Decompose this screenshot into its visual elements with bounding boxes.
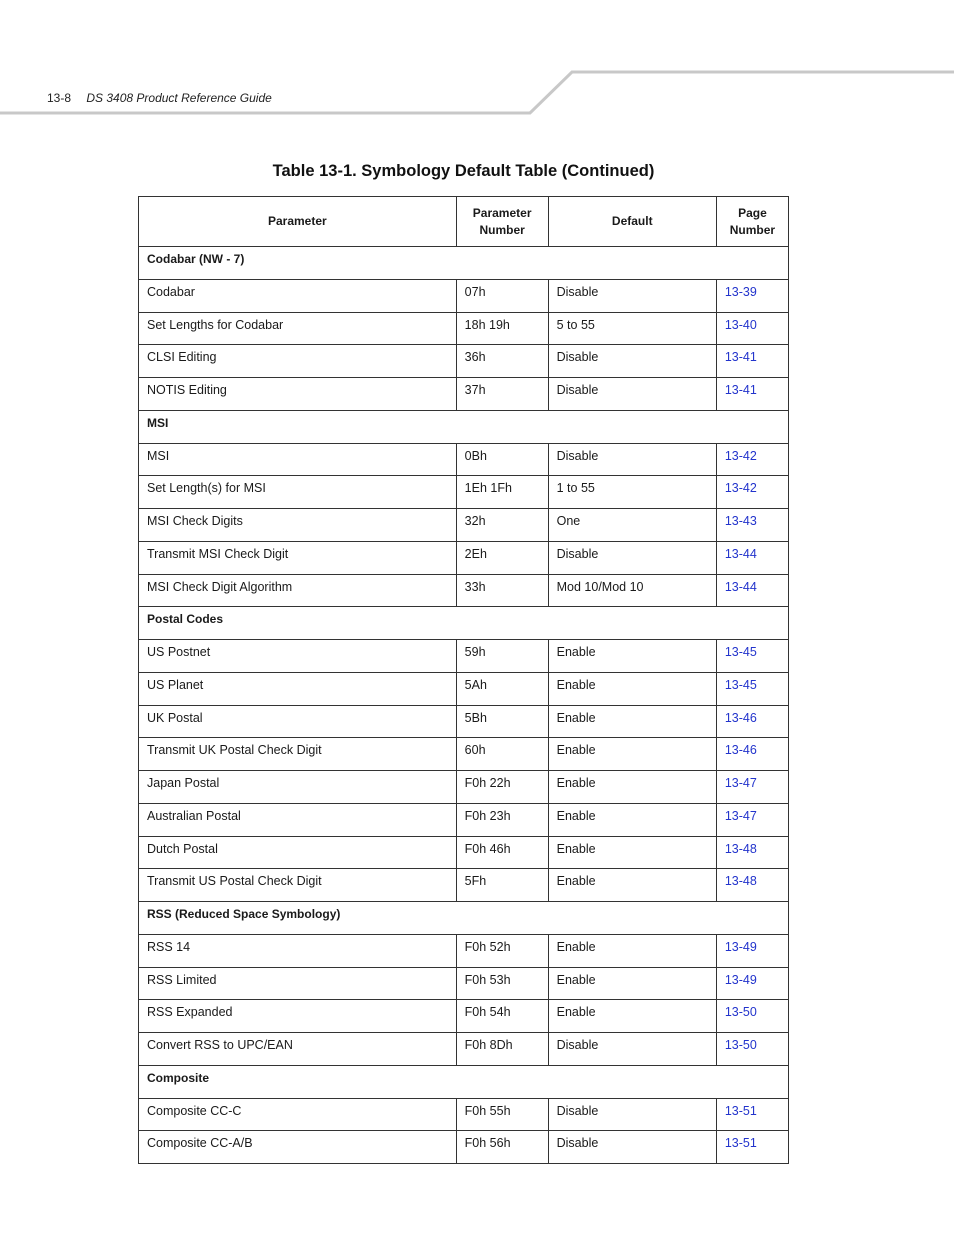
cell-page-number bbox=[716, 312, 788, 345]
table-row bbox=[139, 1000, 789, 1033]
cell-parameter: Dutch Postal bbox=[139, 836, 457, 869]
page-link[interactable]: 13-51 bbox=[724, 1103, 757, 1118]
cell-parameter: MSI bbox=[139, 443, 457, 476]
cell-parameter: CLSI Editing bbox=[139, 345, 457, 378]
cell-parameter: NOTIS Editing bbox=[139, 378, 457, 411]
table-body bbox=[139, 247, 789, 1164]
page-link[interactable]: 13-47 bbox=[724, 776, 757, 790]
cell-parameter: Australian Postal bbox=[139, 803, 457, 836]
cell-parameter-number: F0h 22h bbox=[456, 771, 548, 804]
cell-parameter: Japan Postal bbox=[139, 771, 457, 804]
cell-parameter-number: F0h 23h bbox=[456, 803, 548, 836]
cell-parameter-number: 5Bh bbox=[456, 705, 548, 738]
table-row bbox=[139, 476, 789, 509]
section-heading: RSS (Reduced Space Symbology) bbox=[139, 902, 789, 935]
cell-page-number bbox=[716, 640, 788, 673]
cell-parameter-number: 60h bbox=[456, 738, 548, 771]
cell-parameter-number: 5Ah bbox=[456, 672, 548, 705]
cell-parameter: MSI Check Digits bbox=[139, 509, 457, 542]
page-link[interactable]: 13-45 bbox=[724, 677, 757, 692]
cell-default: Disable bbox=[548, 443, 716, 476]
cell-default: Enable bbox=[548, 934, 716, 967]
cell-parameter: Convert RSS to UPC/EAN bbox=[139, 1033, 457, 1066]
section-row bbox=[139, 247, 789, 280]
running-header bbox=[47, 91, 272, 105]
cell-page-number bbox=[716, 672, 788, 705]
table-title: Table 13-1. Symbology Default Table (Continued) bbox=[272, 162, 655, 180]
table-header-row bbox=[139, 197, 789, 247]
cell-default: Enable bbox=[548, 836, 716, 869]
page-link[interactable]: 13-40 bbox=[724, 317, 757, 332]
cell-page-number bbox=[716, 738, 788, 771]
page-link[interactable]: 13-48 bbox=[724, 874, 757, 889]
page-link[interactable]: 13-45 bbox=[724, 645, 757, 659]
header-guide-title: DS 3408 Product Reference Guide bbox=[86, 91, 272, 105]
cell-default: Enable bbox=[548, 869, 716, 902]
page-link[interactable]: 13-39 bbox=[724, 284, 757, 299]
cell-parameter-number: 33h bbox=[456, 574, 548, 607]
cell-parameter-number: 32h bbox=[456, 509, 548, 542]
symbology-default-table bbox=[138, 196, 789, 1164]
cell-default: Disable bbox=[548, 541, 716, 574]
cell-default: Enable bbox=[548, 771, 716, 804]
cell-parameter: US Postnet bbox=[139, 640, 457, 673]
table-row bbox=[139, 738, 789, 771]
page-link[interactable]: 13-49 bbox=[724, 939, 757, 954]
table-row bbox=[139, 672, 789, 705]
section-heading: Codabar (NW - 7) bbox=[139, 247, 789, 280]
cell-parameter: MSI Check Digit Algorithm bbox=[139, 574, 457, 607]
page-link[interactable]: 13-46 bbox=[724, 743, 757, 758]
table-row bbox=[139, 509, 789, 542]
cell-default: Disable bbox=[548, 1098, 716, 1131]
cell-page-number bbox=[716, 1033, 788, 1066]
page-link[interactable]: 13-44 bbox=[724, 546, 757, 561]
cell-parameter: RSS Expanded bbox=[139, 1000, 457, 1033]
table-row bbox=[139, 345, 789, 378]
page-link[interactable]: 13-44 bbox=[724, 579, 757, 594]
cell-page-number bbox=[716, 1131, 788, 1164]
cell-default: Disable bbox=[548, 378, 716, 411]
page-link[interactable]: 13-50 bbox=[724, 1038, 757, 1052]
cell-default: Enable bbox=[548, 967, 716, 1000]
page-link[interactable]: 13-41 bbox=[724, 350, 757, 365]
table-row bbox=[139, 640, 789, 673]
cell-parameter: Codabar bbox=[139, 279, 457, 312]
page-link[interactable]: 13-49 bbox=[724, 972, 757, 987]
cell-default: Disable bbox=[548, 279, 716, 312]
table-row bbox=[139, 541, 789, 574]
page-link[interactable]: 13-48 bbox=[724, 841, 757, 856]
cell-default: Enable bbox=[548, 738, 716, 771]
cell-parameter-number: 59h bbox=[456, 640, 548, 673]
table-row bbox=[139, 967, 789, 1000]
page-link[interactable]: 13-42 bbox=[724, 448, 757, 463]
section-row bbox=[139, 902, 789, 935]
cell-parameter: Transmit UK Postal Check Digit bbox=[139, 738, 457, 771]
cell-parameter-number: 1Eh 1Fh bbox=[456, 476, 548, 509]
cell-parameter: UK Postal bbox=[139, 705, 457, 738]
cell-page-number bbox=[716, 345, 788, 378]
page-link[interactable]: 13-51 bbox=[724, 1136, 757, 1151]
cell-default: 5 to 55 bbox=[548, 312, 716, 345]
cell-parameter-number: F0h 46h bbox=[456, 836, 548, 869]
section-heading: MSI bbox=[139, 410, 789, 443]
cell-parameter-number: F0h 55h bbox=[456, 1098, 548, 1131]
cell-default: Enable bbox=[548, 672, 716, 705]
column-header-parameter: Parameter bbox=[139, 197, 457, 247]
cell-default: One bbox=[548, 509, 716, 542]
cell-default: Enable bbox=[548, 1000, 716, 1033]
table-row bbox=[139, 1098, 789, 1131]
cell-parameter-number: F0h 56h bbox=[456, 1131, 548, 1164]
section-row bbox=[139, 607, 789, 640]
cell-parameter: RSS 14 bbox=[139, 934, 457, 967]
cell-parameter-number: F0h 53h bbox=[456, 967, 548, 1000]
cell-default: Enable bbox=[548, 705, 716, 738]
cell-parameter-number: 0Bh bbox=[456, 443, 548, 476]
cell-parameter: RSS Limited bbox=[139, 967, 457, 1000]
table-row bbox=[139, 279, 789, 312]
table-row bbox=[139, 836, 789, 869]
cell-page-number bbox=[716, 705, 788, 738]
section-heading: Postal Codes bbox=[139, 607, 789, 640]
table-row bbox=[139, 771, 789, 804]
page-link[interactable]: 13-46 bbox=[724, 710, 757, 725]
cell-page-number bbox=[716, 378, 788, 411]
table-row bbox=[139, 803, 789, 836]
cell-parameter: Composite CC-C bbox=[139, 1098, 457, 1131]
column-header-default: Default bbox=[548, 197, 716, 247]
cell-parameter: Set Length(s) for MSI bbox=[139, 476, 457, 509]
cell-page-number bbox=[716, 869, 788, 902]
column-header-parameter-number: Parameter Number bbox=[456, 197, 548, 247]
cell-default: Enable bbox=[548, 803, 716, 836]
cell-parameter-number: F0h 52h bbox=[456, 934, 548, 967]
cell-parameter: Transmit MSI Check Digit bbox=[139, 541, 457, 574]
cell-default: Disable bbox=[548, 1033, 716, 1066]
cell-page-number bbox=[716, 1098, 788, 1131]
cell-default: Enable bbox=[548, 640, 716, 673]
cell-page-number bbox=[716, 1000, 788, 1033]
cell-parameter: Set Lengths for Codabar bbox=[139, 312, 457, 345]
cell-parameter: US Planet bbox=[139, 672, 457, 705]
cell-page-number bbox=[716, 443, 788, 476]
cell-parameter-number: F0h 8Dh bbox=[456, 1033, 548, 1066]
section-row bbox=[139, 410, 789, 443]
cell-default: Disable bbox=[548, 1131, 716, 1164]
cell-parameter: Composite CC-A/B bbox=[139, 1131, 457, 1164]
cell-parameter-number: 36h bbox=[456, 345, 548, 378]
section-heading: Composite bbox=[139, 1065, 789, 1098]
page-link[interactable]: 13-42 bbox=[724, 481, 757, 496]
cell-default: 1 to 55 bbox=[548, 476, 716, 509]
cell-parameter-number: 5Fh bbox=[456, 869, 548, 902]
table-row bbox=[139, 574, 789, 607]
cell-page-number bbox=[716, 967, 788, 1000]
cell-page-number bbox=[716, 803, 788, 836]
table-row bbox=[139, 1131, 789, 1164]
cell-page-number bbox=[716, 836, 788, 869]
table-row bbox=[139, 934, 789, 967]
cell-default: Disable bbox=[548, 345, 716, 378]
table-row bbox=[139, 443, 789, 476]
cell-page-number bbox=[716, 934, 788, 967]
page-link[interactable]: 13-41 bbox=[724, 383, 757, 397]
cell-page-number bbox=[716, 541, 788, 574]
table-row bbox=[139, 705, 789, 738]
cell-page-number bbox=[716, 476, 788, 509]
section-row bbox=[139, 1065, 789, 1098]
table-row bbox=[139, 378, 789, 411]
cell-parameter: Transmit US Postal Check Digit bbox=[139, 869, 457, 902]
page-link[interactable]: 13-50 bbox=[724, 1005, 757, 1020]
cell-default: Mod 10/Mod 10 bbox=[548, 574, 716, 607]
table-row bbox=[139, 312, 789, 345]
cell-page-number bbox=[716, 509, 788, 542]
cell-parameter-number: F0h 54h bbox=[456, 1000, 548, 1033]
cell-page-number bbox=[716, 771, 788, 804]
cell-parameter-number: 37h bbox=[456, 378, 548, 411]
page-link[interactable]: 13-47 bbox=[724, 808, 757, 823]
cell-page-number bbox=[716, 574, 788, 607]
column-header-page-number: Page Number bbox=[716, 197, 788, 247]
table-row bbox=[139, 1033, 789, 1066]
cell-parameter-number: 2Eh bbox=[456, 541, 548, 574]
cell-parameter-number: 18h 19h bbox=[456, 312, 548, 345]
table-row bbox=[139, 869, 789, 902]
page-link[interactable]: 13-43 bbox=[724, 514, 757, 528]
header-page-number: 13-8 bbox=[47, 91, 72, 105]
cell-page-number bbox=[716, 279, 788, 312]
cell-parameter-number: 07h bbox=[456, 279, 548, 312]
